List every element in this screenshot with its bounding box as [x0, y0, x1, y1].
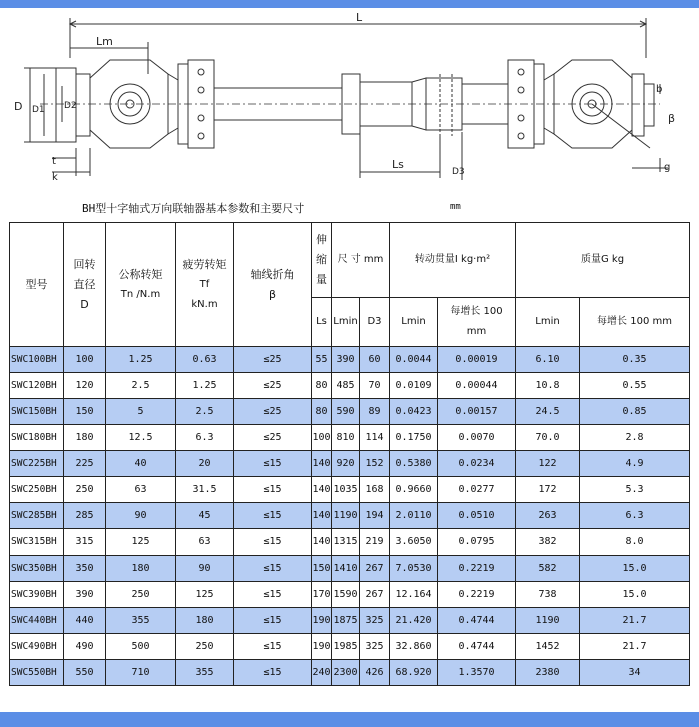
cell-diameter: 225 — [64, 451, 106, 477]
cell-stretch: 55 — [312, 347, 332, 373]
cell-mass-lmin: 1190 — [516, 607, 580, 633]
cell-stretch: 80 — [312, 373, 332, 399]
cell-axis-angle: ≤15 — [234, 503, 312, 529]
cell-axis-angle: ≤15 — [234, 555, 312, 581]
cell-mass-per-100: 6.3 — [580, 503, 690, 529]
dim-label-b: b — [656, 84, 663, 95]
cell-mass-per-100: 15.0 — [580, 581, 690, 607]
coupling-drawing — [0, 8, 699, 190]
cell-axis-angle: ≤25 — [234, 425, 312, 451]
header-inertia-lmin: Lmin — [390, 298, 438, 347]
cell-d3: 194 — [360, 503, 390, 529]
cell-axis-angle: ≤15 — [234, 581, 312, 607]
table-row — [10, 555, 690, 581]
cell-d3: 219 — [360, 529, 390, 555]
dim-label-g: g — [664, 162, 671, 173]
cell-lmin: 1035 — [332, 477, 360, 503]
cell-inertia-per-100: 0.4744 — [438, 607, 516, 633]
cell-d3: 168 — [360, 477, 390, 503]
cell-mass-lmin: 172 — [516, 477, 580, 503]
cell-mass-lmin: 70.0 — [516, 425, 580, 451]
cell-model: SWC550BH — [10, 659, 64, 685]
cell-stretch: 150 — [312, 555, 332, 581]
cell-nominal-torque: 710 — [106, 659, 176, 685]
cell-stretch: 170 — [312, 581, 332, 607]
cell-stretch: 190 — [312, 633, 332, 659]
cell-axis-angle: ≤15 — [234, 451, 312, 477]
table-row — [10, 529, 690, 555]
cell-diameter: 180 — [64, 425, 106, 451]
table-row — [10, 347, 690, 373]
cell-diameter: 350 — [64, 555, 106, 581]
cell-diameter: 550 — [64, 659, 106, 685]
cell-diameter: 285 — [64, 503, 106, 529]
cell-model: SWC150BH — [10, 399, 64, 425]
cell-mass-lmin: 738 — [516, 581, 580, 607]
cell-model: SWC350BH — [10, 555, 64, 581]
cell-fatigue-torque: 45 — [176, 503, 234, 529]
dim-label-L: L — [356, 11, 363, 24]
header-axis-angle: 轴线折角 β — [234, 223, 312, 347]
cell-inertia-per-100: 0.0277 — [438, 477, 516, 503]
cell-mass-lmin: 1452 — [516, 633, 580, 659]
cell-stretch: 140 — [312, 503, 332, 529]
cell-inertia-lmin: 0.5380 — [390, 451, 438, 477]
cell-model: SWC285BH — [10, 503, 64, 529]
cell-inertia-lmin: 3.6050 — [390, 529, 438, 555]
cell-fatigue-torque: 1.25 — [176, 373, 234, 399]
spec-table — [9, 222, 690, 686]
cell-lmin: 920 — [332, 451, 360, 477]
caption-unit: mm — [450, 202, 461, 212]
cell-nominal-torque: 90 — [106, 503, 176, 529]
cell-fatigue-torque: 180 — [176, 607, 234, 633]
cell-d3: 267 — [360, 555, 390, 581]
header-model: 型号 — [10, 223, 64, 347]
cell-mass-lmin: 24.5 — [516, 399, 580, 425]
table-row — [10, 659, 690, 685]
cell-mass-per-100: 21.7 — [580, 607, 690, 633]
cell-lmin: 1590 — [332, 581, 360, 607]
cell-axis-angle: ≤15 — [234, 659, 312, 685]
cell-diameter: 250 — [64, 477, 106, 503]
cell-mass-per-100: 0.35 — [580, 347, 690, 373]
header-dimensions: 尺 寸 mm — [332, 223, 390, 298]
header-mass: 质量G kg — [516, 223, 690, 298]
cell-inertia-per-100: 0.0510 — [438, 503, 516, 529]
dim-label-D2: D2 — [64, 101, 77, 111]
table-row — [10, 477, 690, 503]
cell-inertia-lmin: 0.0044 — [390, 347, 438, 373]
header-inertia: 转动贯量I kg·m² — [390, 223, 516, 298]
cell-fatigue-torque: 125 — [176, 581, 234, 607]
cell-axis-angle: ≤25 — [234, 399, 312, 425]
cell-inertia-per-100: 0.0795 — [438, 529, 516, 555]
dim-label-D: D — [14, 100, 23, 113]
cell-fatigue-torque: 31.5 — [176, 477, 234, 503]
cell-diameter: 490 — [64, 633, 106, 659]
top-band — [0, 0, 699, 8]
dim-label-Lm: Lm — [96, 35, 113, 48]
dim-label-beta: β — [668, 112, 676, 125]
cell-fatigue-torque: 2.5 — [176, 399, 234, 425]
cell-stretch: 140 — [312, 529, 332, 555]
header-d3: D3 — [360, 298, 390, 347]
cell-stretch: 80 — [312, 399, 332, 425]
dim-label-D1: D1 — [32, 105, 45, 115]
table-row — [10, 425, 690, 451]
cell-mass-lmin: 122 — [516, 451, 580, 477]
cell-d3: 426 — [360, 659, 390, 685]
cell-d3: 152 — [360, 451, 390, 477]
cell-inertia-lmin: 68.920 — [390, 659, 438, 685]
cell-nominal-torque: 12.5 — [106, 425, 176, 451]
cell-axis-angle: ≤25 — [234, 373, 312, 399]
table-row — [10, 607, 690, 633]
cell-model: SWC490BH — [10, 633, 64, 659]
header-nominal-torque: 公称转矩 Tn /N.m — [106, 223, 176, 347]
cell-nominal-torque: 1.25 — [106, 347, 176, 373]
cell-lmin: 1875 — [332, 607, 360, 633]
table-row — [10, 633, 690, 659]
cell-stretch: 240 — [312, 659, 332, 685]
cell-lmin: 2300 — [332, 659, 360, 685]
header-inertia-per-100: 每增长 100 mm — [438, 298, 516, 347]
cell-diameter: 390 — [64, 581, 106, 607]
cell-mass-per-100: 8.0 — [580, 529, 690, 555]
dim-label-t: t — [52, 156, 56, 167]
header-ls: Ls — [312, 298, 332, 347]
cell-axis-angle: ≤15 — [234, 529, 312, 555]
dim-label-Ls: Ls — [392, 158, 404, 171]
table-row — [10, 373, 690, 399]
cell-fatigue-torque: 355 — [176, 659, 234, 685]
table-row — [10, 503, 690, 529]
cell-stretch: 140 — [312, 451, 332, 477]
dim-label-k: k — [52, 172, 58, 183]
cell-diameter: 315 — [64, 529, 106, 555]
cell-inertia-per-100: 0.00019 — [438, 347, 516, 373]
cell-inertia-per-100: 1.3570 — [438, 659, 516, 685]
cell-model: SWC100BH — [10, 347, 64, 373]
cell-model: SWC440BH — [10, 607, 64, 633]
cell-lmin: 810 — [332, 425, 360, 451]
cell-lmin: 485 — [332, 373, 360, 399]
cell-d3: 89 — [360, 399, 390, 425]
cell-lmin: 590 — [332, 399, 360, 425]
cell-inertia-lmin: 0.0423 — [390, 399, 438, 425]
spec-table-body — [10, 347, 690, 686]
cell-nominal-torque: 500 — [106, 633, 176, 659]
cell-inertia-lmin: 21.420 — [390, 607, 438, 633]
cell-nominal-torque: 5 — [106, 399, 176, 425]
cell-inertia-per-100: 0.4744 — [438, 633, 516, 659]
cell-axis-angle: ≤15 — [234, 633, 312, 659]
header-mass-lmin: Lmin — [516, 298, 580, 347]
cell-model: SWC315BH — [10, 529, 64, 555]
cell-model: SWC390BH — [10, 581, 64, 607]
cell-mass-lmin: 263 — [516, 503, 580, 529]
dim-label-D3: D3 — [452, 167, 465, 177]
cell-mass-per-100: 0.85 — [580, 399, 690, 425]
cell-fatigue-torque: 6.3 — [176, 425, 234, 451]
cell-inertia-per-100: 0.0070 — [438, 425, 516, 451]
cell-d3: 60 — [360, 347, 390, 373]
cell-diameter: 440 — [64, 607, 106, 633]
cell-fatigue-torque: 63 — [176, 529, 234, 555]
cell-inertia-per-100: 0.2219 — [438, 581, 516, 607]
cell-lmin: 1410 — [332, 555, 360, 581]
cell-stretch: 190 — [312, 607, 332, 633]
table-row — [10, 399, 690, 425]
cell-inertia-lmin: 7.0530 — [390, 555, 438, 581]
cell-fatigue-torque: 0.63 — [176, 347, 234, 373]
cell-mass-lmin: 6.10 — [516, 347, 580, 373]
cell-fatigue-torque: 90 — [176, 555, 234, 581]
cell-inertia-lmin: 12.164 — [390, 581, 438, 607]
table-caption: BH型十字轴式万向联轴器基本参数和主要尺寸 — [82, 202, 305, 215]
cell-diameter: 120 — [64, 373, 106, 399]
cell-fatigue-torque: 250 — [176, 633, 234, 659]
cell-lmin: 1315 — [332, 529, 360, 555]
cell-inertia-per-100: 0.00157 — [438, 399, 516, 425]
cell-mass-per-100: 2.8 — [580, 425, 690, 451]
header-mass-per-100: 每增长 100 mm — [580, 298, 690, 347]
cell-nominal-torque: 125 — [106, 529, 176, 555]
cell-mass-per-100: 5.3 — [580, 477, 690, 503]
cell-d3: 70 — [360, 373, 390, 399]
cell-stretch: 140 — [312, 477, 332, 503]
cell-inertia-per-100: 0.0234 — [438, 451, 516, 477]
cell-nominal-torque: 355 — [106, 607, 176, 633]
cell-mass-lmin: 382 — [516, 529, 580, 555]
cell-d3: 325 — [360, 607, 390, 633]
cell-inertia-per-100: 0.00044 — [438, 373, 516, 399]
cell-lmin: 1190 — [332, 503, 360, 529]
cell-axis-angle: ≤25 — [234, 347, 312, 373]
header-stretch: 伸 缩 量 — [312, 223, 332, 298]
cell-model: SWC120BH — [10, 373, 64, 399]
cell-axis-angle: ≤15 — [234, 477, 312, 503]
table-row — [10, 451, 690, 477]
cell-d3: 267 — [360, 581, 390, 607]
cell-fatigue-torque: 20 — [176, 451, 234, 477]
cell-nominal-torque: 2.5 — [106, 373, 176, 399]
cell-inertia-per-100: 0.2219 — [438, 555, 516, 581]
cell-inertia-lmin: 2.0110 — [390, 503, 438, 529]
cell-mass-per-100: 0.55 — [580, 373, 690, 399]
cell-inertia-lmin: 0.9660 — [390, 477, 438, 503]
cell-model: SWC180BH — [10, 425, 64, 451]
cell-stretch: 100 — [312, 425, 332, 451]
bottom-band — [0, 712, 699, 727]
header-diameter: 回转 直径 D — [64, 223, 106, 347]
header-row-1 — [10, 223, 690, 298]
cell-model: SWC250BH — [10, 477, 64, 503]
cell-mass-lmin: 2380 — [516, 659, 580, 685]
cell-model: SWC225BH — [10, 451, 64, 477]
cell-nominal-torque: 250 — [106, 581, 176, 607]
cell-mass-per-100: 15.0 — [580, 555, 690, 581]
cell-axis-angle: ≤15 — [234, 607, 312, 633]
cell-inertia-lmin: 0.0109 — [390, 373, 438, 399]
cell-d3: 114 — [360, 425, 390, 451]
cell-nominal-torque: 40 — [106, 451, 176, 477]
cell-d3: 325 — [360, 633, 390, 659]
cell-mass-per-100: 4.9 — [580, 451, 690, 477]
cell-inertia-lmin: 0.1750 — [390, 425, 438, 451]
cell-inertia-lmin: 32.860 — [390, 633, 438, 659]
cell-mass-per-100: 21.7 — [580, 633, 690, 659]
cell-nominal-torque: 63 — [106, 477, 176, 503]
cell-nominal-torque: 180 — [106, 555, 176, 581]
cell-lmin: 1985 — [332, 633, 360, 659]
cell-lmin: 390 — [332, 347, 360, 373]
cell-diameter: 100 — [64, 347, 106, 373]
header-fatigue-torque: 疲劳转矩 Tf kN.m — [176, 223, 234, 347]
cell-mass-lmin: 10.8 — [516, 373, 580, 399]
cell-mass-lmin: 582 — [516, 555, 580, 581]
cell-mass-per-100: 34 — [580, 659, 690, 685]
cell-diameter: 150 — [64, 399, 106, 425]
table-row — [10, 581, 690, 607]
header-lmin: Lmin — [332, 298, 360, 347]
